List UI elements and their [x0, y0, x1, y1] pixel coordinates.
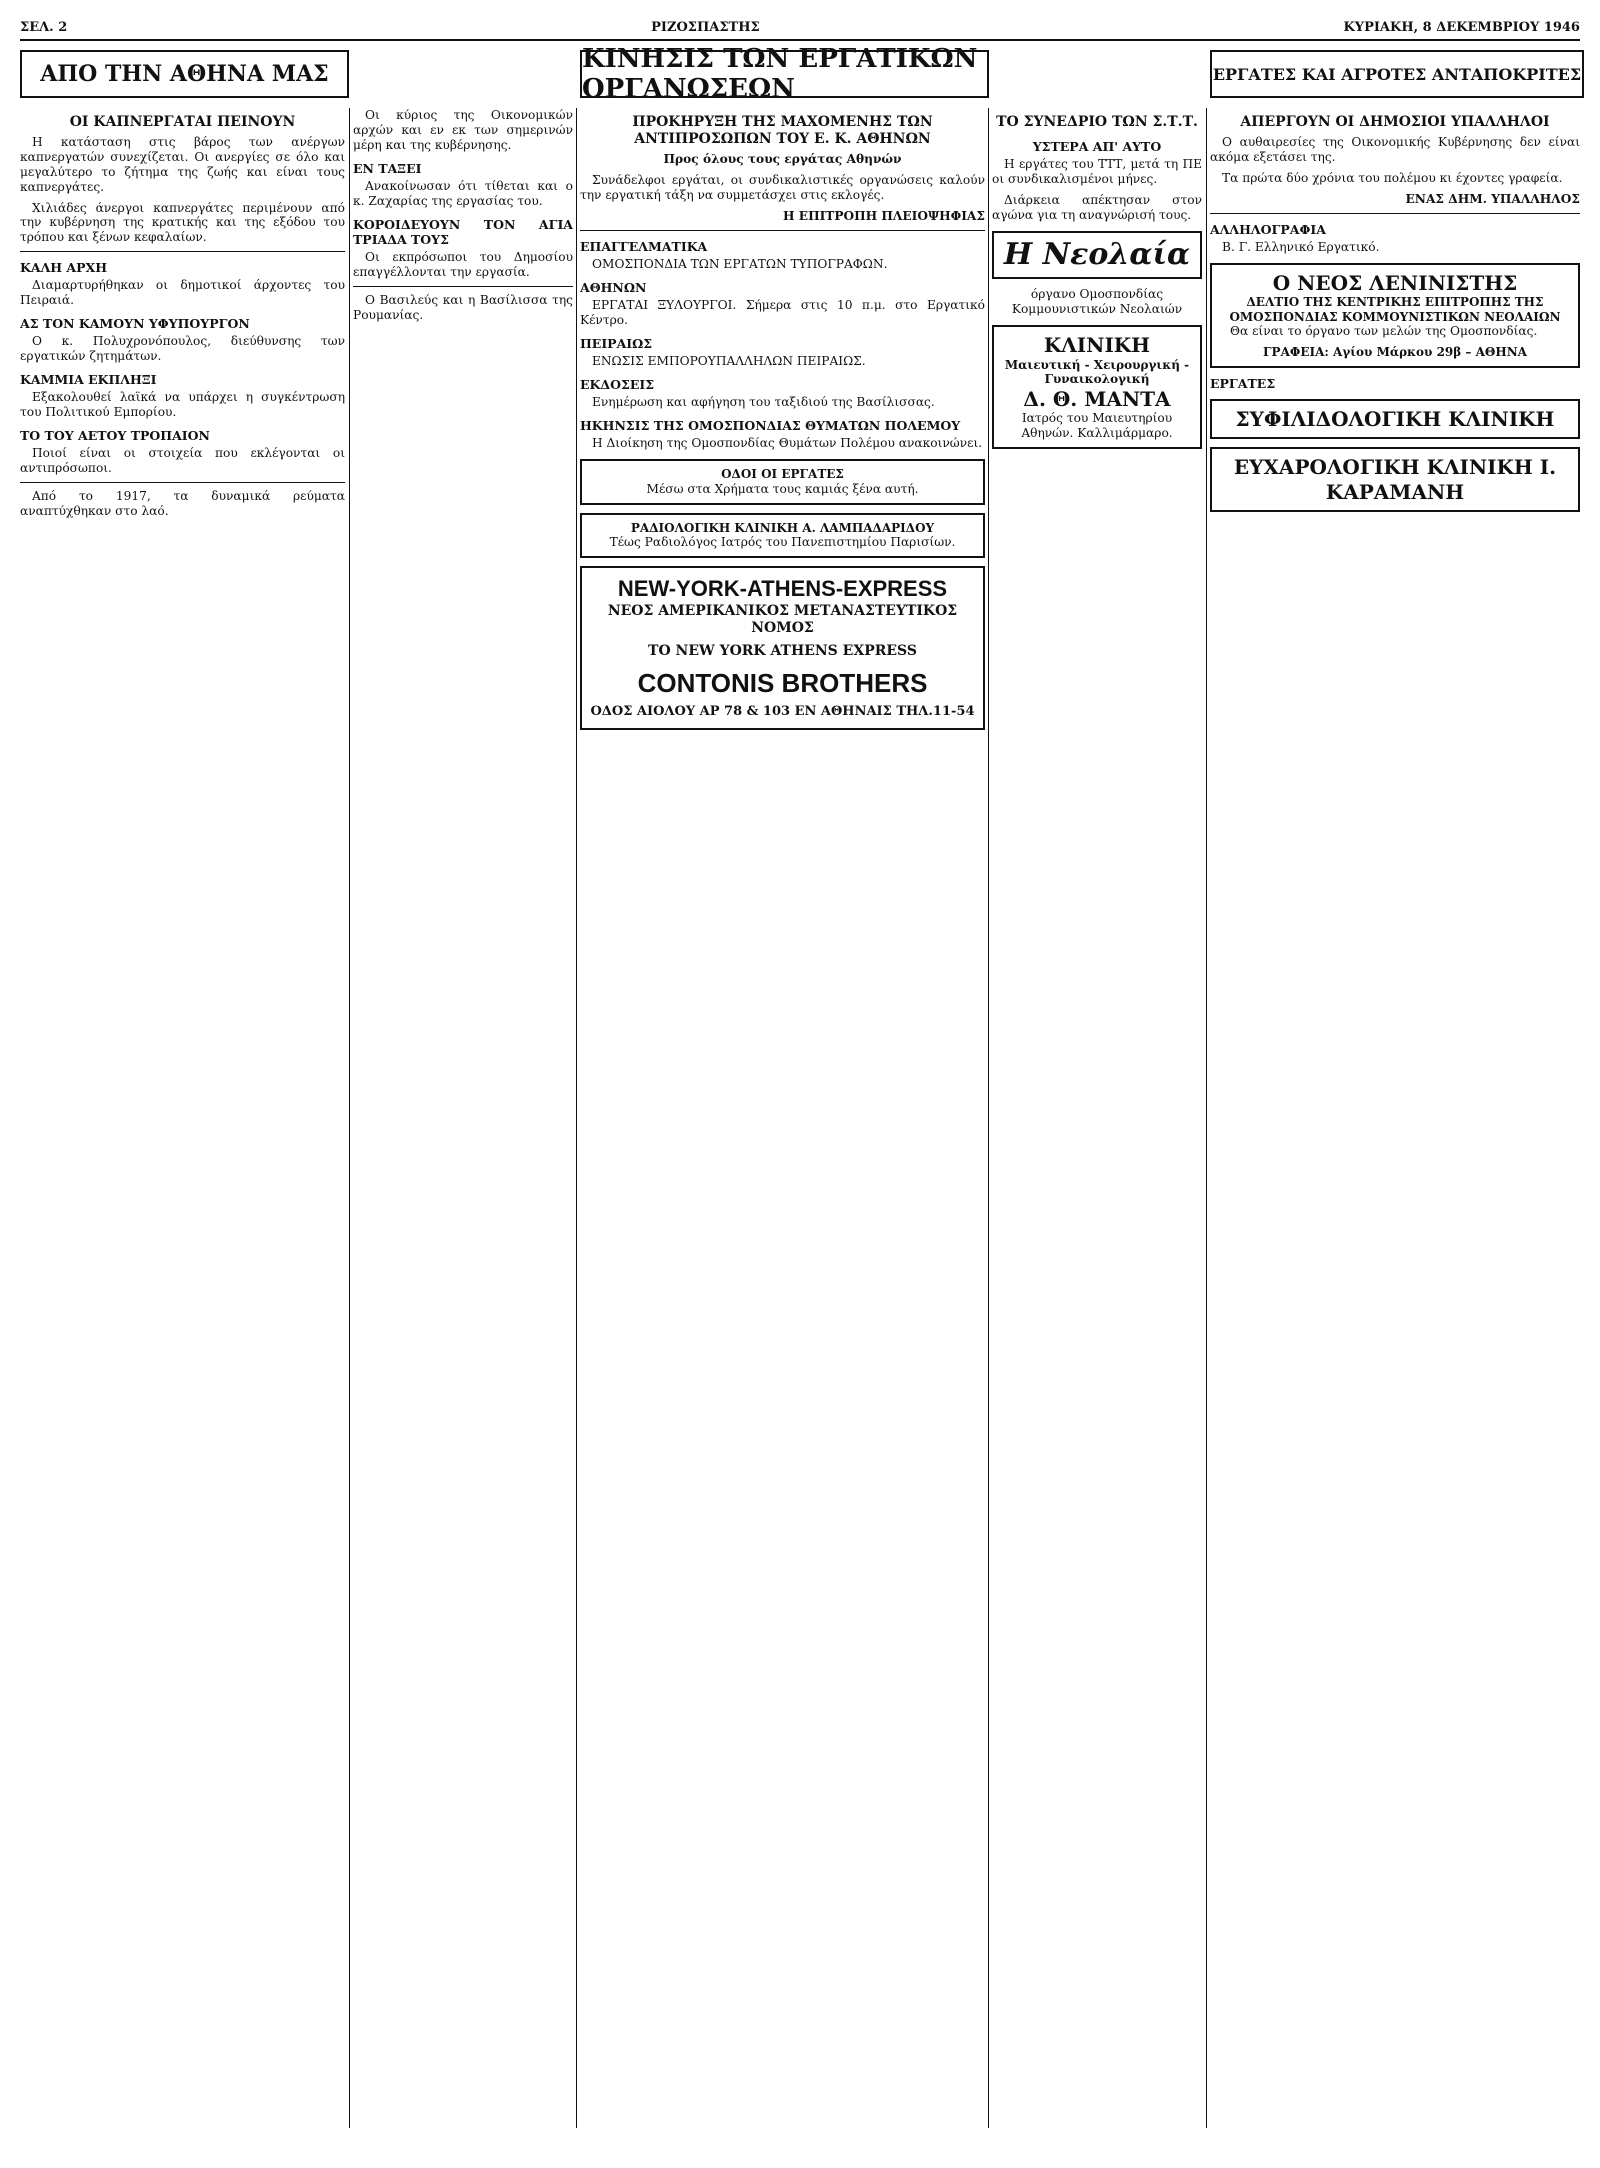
subheading: ΤΟ ΤΟΥ ΑΕΤΟΥ ΤΡΟΠΑΙΟΝ — [20, 428, 210, 444]
subheading: ΕΠΑΓΓΕΛΜΑΤΙΚΑ — [580, 238, 708, 254]
column-4 — [992, 108, 1202, 2128]
column-2 — [353, 108, 573, 2128]
column-5 — [1210, 108, 1580, 2128]
box-neos-leninistis: Ο ΝΕΟΣ ΛΕΝΙΝΙΣΤΗΣ ΔΕΛΤΙΟ ΤΗΣ ΚΕΝΤΡΙΚΗΣ ΕΠΙΤΡΟΠΗΣ ΤΗΣ ΟΜΟΣΠΟΝΔΙΑΣ ΚΟΜΜΟΥΝΙΣΤΙΚΩΝ ΝΕΟΛΑΙΩΝ Θα είναι το όργανο των μελών της Ομοσπονδίας. ΓΡΑΦΕΙΑ: Αγίου Μάρκου 29β – ΑΘΗΝΑ — [1210, 263, 1580, 368]
ad-syphilis-clinic: ΣΥΦΙΛΙΔΟΛΟΓΙΚΗ ΚΛΙΝΙΚΗ — [1210, 399, 1580, 439]
paragraph: Ο κ. Πολυχρονόπουλος, διεύθυνσης των εργατικών ζητημάτων. — [20, 334, 345, 364]
paragraph: Η Διοίκηση της Ομοσπονδίας Θυμάτων Πολέμου ανακοινώνει. — [592, 436, 983, 451]
section-header-left: ΑΠΟ ΤΗΝ ΑΘΗΝΑ ΜΑΣ — [20, 50, 349, 98]
paragraph: ΟΜΟΣΠΟΝΔΙΑ ΤΩΝ ΕΡΓΑΤΩΝ ΤΥΠΟΓΡΑΦΩΝ. — [592, 256, 888, 271]
ad-karamani-clinic: ΕΥΧΑΡΟΛΟΓΙΚΗ ΚΛΙΝΙΚΗ Ι. ΚΑΡΑΜΑΝΗ — [1210, 447, 1580, 512]
headline: ΤΟ ΣΥΝΕΔΡΙΟ ΤΩΝ Σ.Τ.Τ. — [996, 114, 1198, 130]
paragraph: Η εργάτες του ΤΤΤ, μετά τη ΠΕ οι συνδικαλισμένοι μήνες. — [992, 157, 1202, 187]
column-1 — [20, 108, 345, 2128]
headline: ΑΠΕΡΓΟΥΝ ΟΙ ΔΗΜΟΣΙΟΙ ΥΠΑΛΛΗΛΟΙ — [1240, 114, 1550, 130]
paragraph: ΕΝΩΣΙΣ ΕΜΠΟΡΟΥΠΑΛΛΗΛΩΝ ΠΕΙΡΑΙΩΣ. — [592, 354, 866, 369]
newspaper-page — [20, 20, 1580, 2128]
subheading: ΥΣΤΕΡΑ ΑΠ' ΑΥΤΟ — [1032, 139, 1162, 155]
date: ΚΥΡΙΑΚΗ, 8 ΔΕΚΕΜΒΡΙΟΥ 1946 — [1343, 20, 1580, 35]
masthead — [20, 20, 1580, 41]
headline: ΟΙ ΚΑΠΝΕΡΓΑΤΑΙ ΠΕΙΝΟΥΝ — [69, 114, 296, 130]
paragraph: Ποιοί είναι οι στοιχεία που εκλέγονται οι αντιπρόσωποι. — [20, 446, 345, 476]
ad-clinic-manta: ΚΛΙΝΙΚΗ Μαιευτική - Χειρουργική - Γυναικολογική Δ. Θ. ΜΑΝΤΑ Ιατρός του Μαιευτηρίου Αθηνών. Καλλιμάρμαρο. — [992, 325, 1202, 449]
subheading: ΠΕΙΡΑΙΩΣ — [580, 335, 653, 351]
paragraph: Ενημέρωση και αφήγηση του ταξιδιού της Βασίλισσας. — [592, 395, 935, 410]
ad-new-york-athens-express: NEW-YORK-ATHENS-EXPRESS ΝΕΟΣ ΑΜΕΡΙΚΑΝΙΚΟΣ ΜΕΤΑΝΑΣΤΕΥΤΙΚΟΣ ΝΟΜΟΣ TO NEW YORK ATHENS EXPRESS CONTONIS BROTHERS ΟΔΟΣ ΑΙΟΛΟΥ ΑΡ 78 & 103 ΕΝ ΑΘΗΝΑΙΣ ΤΗΛ.11-54 — [580, 566, 985, 730]
paragraph: Από το 1917, τα δυναμικά ρεύματα αναπτύχθηκαν στο λαό. — [20, 489, 345, 519]
ad-radiology: ΡΑΔΙΟΛΟΓΙΚΗ ΚΛΙΝΙΚΗ Α. ΛΑΜΠΑΔΑΡΙΔΟΥ Τέως Ραδιολόγος Ιατρός του Πανεπιστημίου Παρισίων. — [580, 513, 985, 559]
subheading: ΑΘΗΝΩΝ — [580, 279, 647, 295]
subheading: ΚΟΡΟΙΔΕΥΟΥΝ ΤΟΝ ΑΓΙΑ ΤΡΙΑΔΑ ΤΟΥΣ — [353, 216, 573, 247]
signature: Η ΕΠΙΤΡΟΠΗ ΠΛΕΙΟΨΗΦΙΑΣ — [783, 208, 985, 223]
paragraph: Ανακοίνωσαν ότι τίθεται και ο κ. Ζαχαρίας της εργασίας του. — [353, 178, 573, 208]
headline: ΠΡΟΚΗΡΥΞΗ ΤΗΣ ΜΑΧΟΜΕΝΗΣ ΤΩΝ ΑΝΤΙΠΡΟΣΩΠΩΝ ΤΟΥ Ε. Κ. ΑΘΗΝΩΝ — [632, 114, 933, 148]
paragraph: Διαμαρτυρήθηκαν οι δημοτικοί άρχοντες του Πειραιά. — [20, 278, 345, 308]
paragraph: Η κατάσταση στις βάρος των ανέργων καπνεργατών συνεχίζεται. Οι ανεργίες σε όλο και μεγαλύτερο το ζήτημα της ζωής και είναι τους καπνεργάτες. — [20, 135, 345, 194]
subheading: ΑΣ ΤΟΝ ΚΑΜΟΥΝ ΥΦΥΠΟΥΡΓΟΝ — [20, 316, 250, 332]
section-header-right: ΕΡΓΑΤΕΣ ΚΑΙ ΑΓΡΟΤΕΣ ΑΝΤΑΠΟΚΡΙΤΕΣ — [1210, 50, 1584, 98]
paragraph: Εξακολουθεί λαϊκά να υπάρχει η συγκέντρωση του Πολιτικού Εμπορίου. — [20, 390, 345, 420]
paragraph: ΕΡΓΑΤΑΙ ΞΥΛΟΥΡΓΟΙ. Σήμερα στις 10 π.μ. στο Εργατικό Κέντρο. — [580, 298, 985, 327]
paragraph: Οι εκπρόσωποι του Δημοσίου επαγγέλλονται την εργασία. — [353, 250, 573, 279]
paper-name: ΡΙΖΟΣΠΑΣΤΗΣ — [651, 20, 760, 35]
paragraph: Β. Γ. Ελληνικό Εργατικό. — [1222, 239, 1380, 254]
paragraph: όργανο Ομοσπονδίας Κομμουνιστικών Νεολαιών — [1011, 287, 1183, 317]
section-header-center: ΚΙΝΗΣΙΣ ΤΩΝ ΕΡΓΑΤΙΚΩΝ ΟΡΓΑΝΩΣΕΩΝ — [580, 50, 989, 98]
page-label: ΣΕΛ. 2 — [20, 20, 68, 35]
paragraph: Ο αυθαιρεσίες της Οικονομικής Κυβέρνησης δεν είναι ακόμα εξετάσει της. — [1210, 135, 1580, 164]
signature: ΕΝΑΣ ΔΗΜ. ΥΠΑΛΛΗΛΟΣ — [1405, 191, 1580, 206]
paragraph: Οι κύριος της Οικονομικών αρχών και εν εκ των σημερινών μέρη και της κυβέρνησης. — [353, 108, 573, 152]
subheading: ΚΑΜΜΙΑ ΕΚΠΛΗΞΙ — [20, 372, 157, 388]
subheading: ΕΡΓΑΤΕΣ — [1210, 375, 1276, 391]
paragraph: Τα πρώτα δύο χρόνια του πολέμου κι έχοντες γραφεία. — [1222, 170, 1563, 185]
subheading: ΚΑΛΗ ΑΡΧΗ — [20, 260, 108, 276]
paragraph: Συνάδελφοι εργάται, οι συνδικαλιστικές οργανώσεις καλούν την εργατική τάξη να συμμετάσχει στις εκλογές. — [580, 173, 985, 202]
subheading: ΗΚΗΝΣΙΣ ΤΗΣ ΟΜΟΣΠΟΝΔΙΑΣ ΘΥΜΑΤΩΝ ΠΟΛΕΜΟΥ — [580, 418, 961, 434]
subheading: ΕΚΔΟΣΕΙΣ — [580, 376, 655, 392]
neolaia-logo: Η Νεολαία — [992, 231, 1202, 280]
paragraph: Χιλιάδες άνεργοι καπνεργάτες περιμένουν από την κυβέρνηση της κρατικής και της εξόδου του τρόπου και ξένων κεφαλαίων. — [20, 200, 345, 245]
column-3 — [580, 108, 985, 2128]
subheading: ΑΛΛΗΛΟΓΡΑΦΙΑ — [1210, 221, 1326, 237]
ad-workers: ΟΔΟΙ ΟΙ ΕΡΓΑΤΕΣ Μέσω στα Χρήματα τους καμιάς ξένα αυτή. — [580, 459, 985, 505]
subheading: ΕΝ ΤΑΞΕΙ — [353, 160, 422, 176]
subtitle: Προς όλους τους εργάτας Αθηνών — [663, 152, 902, 167]
paragraph: Ο Βασιλεύς και η Βασίλισσα της Ρουμανίας. — [353, 292, 573, 322]
paragraph: Διάρκεια απέκτησαν στον αγώνα για τη αναγνώρισή τους. — [992, 193, 1202, 222]
